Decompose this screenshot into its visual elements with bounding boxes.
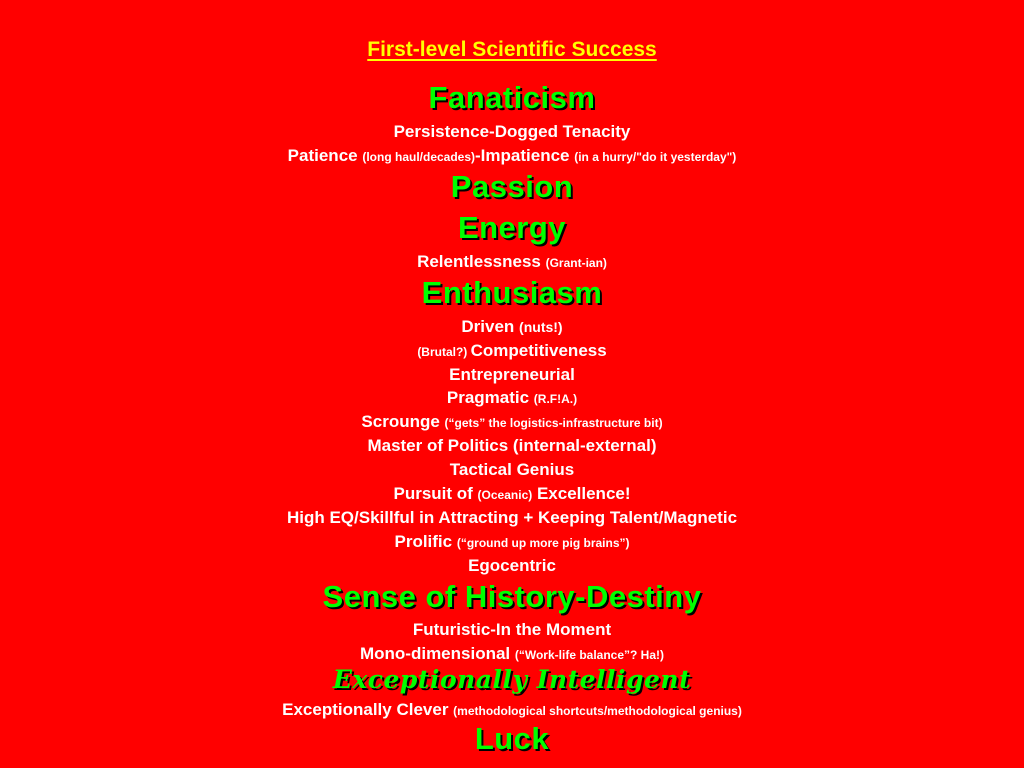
heading-enthusiasm: Enthusiasm — [421, 275, 603, 310]
mono-label: Mono-dimensional — [359, 644, 515, 663]
line-prolific — [0, 532, 1024, 552]
heading-luck: Luck — [474, 721, 550, 756]
heading-passion: Passion — [450, 169, 574, 204]
heading-history-destiny: Sense of History-Destiny — [322, 579, 702, 614]
line-patience — [0, 146, 1024, 166]
pursuit-note: (Oceanic) — [477, 488, 533, 502]
line-scrounge — [0, 412, 1024, 432]
driven-label: Driven — [461, 317, 520, 336]
mono-note: (“Work-life balance”? Ha!) — [514, 648, 665, 662]
relentlessness-label: Relentlessness — [417, 252, 546, 271]
pragmatic-label: Pragmatic — [446, 388, 534, 407]
line-relentlessness — [0, 252, 1024, 272]
scrounge-label: Scrounge — [361, 412, 445, 431]
clever-note: (methodological shortcuts/methodological genius) — [453, 704, 742, 718]
prolific-label: Prolific — [394, 532, 457, 551]
excellence-label: Excellence! — [532, 484, 631, 503]
scrounge-note: (“gets” the logistics-infrastructure bit) — [444, 416, 663, 430]
line-entrepreneurial: Entrepreneurial — [449, 365, 575, 384]
line-pragmatic — [0, 388, 1024, 408]
impatience-note: (in a hurry/"do it yesterday") — [574, 150, 737, 164]
prolific-note: (“ground up more pig brains”) — [456, 536, 630, 550]
competitiveness-label: Competitiveness — [470, 341, 607, 360]
heading-fanaticism: Fanaticism — [428, 80, 596, 115]
line-mono-dimensional — [0, 644, 1024, 664]
slide-title: First-level Scientific Success — [367, 38, 657, 61]
impatience-label: -Impatience — [475, 146, 575, 165]
line-driven — [0, 317, 1024, 337]
line-futuristic: Futuristic-In the Moment — [412, 620, 612, 639]
line-tactical: Tactical Genius — [449, 460, 575, 479]
patience-label: Patience — [287, 146, 363, 165]
patience-note: (long haul/decades) — [362, 150, 476, 164]
pragmatic-note: (R.F!A.) — [533, 392, 578, 406]
heading-exceptionally-intelligent: Exceptionally Intelligent — [332, 665, 692, 694]
line-persistence: Persistence-Dogged Tenacity — [393, 122, 631, 141]
pursuit-label: Pursuit of — [393, 484, 478, 503]
line-high-eq: High EQ/Skillful in Attracting + Keeping Talent/Magnetic — [286, 508, 738, 527]
competitiveness-note: (Brutal?) — [417, 345, 471, 359]
line-competitiveness — [0, 341, 1024, 361]
line-exceptionally-clever — [0, 700, 1024, 720]
clever-label: Exceptionally Clever — [282, 700, 454, 719]
line-politics: Master of Politics (internal-external) — [367, 436, 657, 455]
relentlessness-note: (Grant-ian) — [545, 256, 607, 270]
heading-energy: Energy — [457, 210, 567, 245]
driven-note: (nuts!) — [519, 319, 563, 335]
line-egocentric: Egocentric — [468, 556, 556, 575]
line-pursuit — [0, 484, 1024, 504]
